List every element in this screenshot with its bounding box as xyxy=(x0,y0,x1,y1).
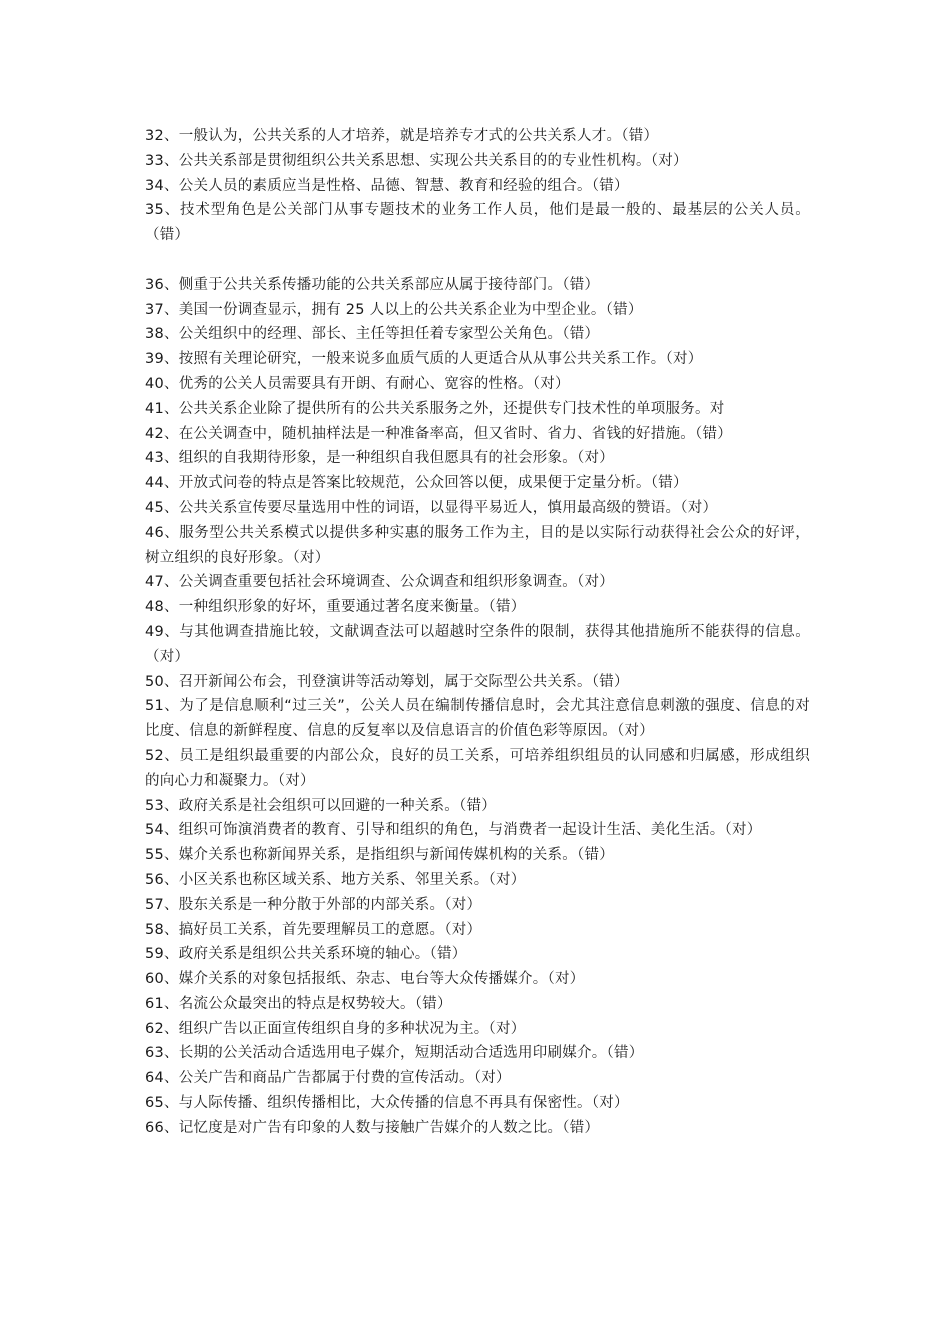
list-item: 39、按照有关理论研究，一般来说多血质气质的人更适合从从事公共关系工作。（对） xyxy=(145,351,703,368)
list-item: 48、一种组织形象的好坏，重要通过著名度来衡量。（错） xyxy=(145,599,526,616)
list-item: 40、优秀的公关人员需要具有开朗、有耐心、宽容的性格。（对） xyxy=(145,375,570,392)
list-item: 66、记忆度是对广告有印象的人数与接触广告媒介的人数之比。（错） xyxy=(145,1119,600,1136)
list-item: 44、开放式问卷的特点是答案比较规范，公众回答以便，成果便于定量分析。（错） xyxy=(145,475,688,492)
list-item: 36、侧重于公共关系传播功能的公共关系部应从属于接待部门。（错） xyxy=(145,276,600,293)
list-item: 64、公关广告和商品广告都属于付费的宣传活动。（对） xyxy=(145,1070,511,1087)
list-item: 56、小区关系也称区域关系、地方关系、邻里关系。（对） xyxy=(145,871,526,888)
list-item: 38、公关组织中的经理、部长、主任等担任着专家型公关角色。（错） xyxy=(145,326,600,343)
list-item: 52、员工是组织最重要的内部公众，良好的员工关系，可培养组织组员的认同感和归属感，形成组织的向心力和凝聚力。（对） xyxy=(145,747,810,789)
blank-line xyxy=(145,248,810,273)
list-item: 51、为了是信息顺利“过三关”，公关人员在编制传播信息时，会尤其注意信息刺激的强度、信息的对比度、信息的新鲜程度、信息的反复率以及信息语言的价值色彩等原因。（对） xyxy=(145,698,810,740)
list-item: 45、公共关系宣传要尽量选用中性的词语，以显得平易近人，慎用最高级的赞语。（对） xyxy=(145,499,718,516)
list-item: 49、与其他调查措施比较，文献调查法可以超越时空条件的限制，获得其他措施所不能获得的信息。（对） xyxy=(145,623,810,665)
list-item: 32、一般认为，公共关系的人才培养，就是培养专才式的公共关系人才。（错） xyxy=(145,128,659,144)
question-list xyxy=(145,124,810,1141)
list-item: 57、股东关系是一种分散于外部的内部关系。（对） xyxy=(145,896,482,913)
list-item: 43、组织的自我期待形象，是一种组织自我但愿具有的社会形象。（对） xyxy=(145,450,614,467)
list-item: 62、组织广告以正面宣传组织自身的多种状况为主。（对） xyxy=(145,1020,526,1037)
list-item: 65、与人际传播、组织传播相比，大众传播的信息不再具有保密性。（对） xyxy=(145,1095,629,1112)
list-item: 59、政府关系是组织公共关系环境的轴心。（错） xyxy=(145,946,467,963)
list-item: 54、组织可饰演消费者的教育、引导和组织的角色，与消费者一起设计生活、美化生活。（对） xyxy=(145,822,762,839)
list-item: 33、公共关系部是贯彻组织公共关系思想、实现公共关系目的的专业性机构。（对） xyxy=(145,152,688,169)
list-item: 61、名流公众最突出的特点是权势较大。（错） xyxy=(145,995,452,1012)
list-item: 35、技术型角色是公关部门从事专题技术的业务工作人员，他们是最一般的、最基层的公关人员。（错） xyxy=(145,202,810,244)
list-item: 50、召开新闻公布会，刊登演讲等活动筹划，属于交际型公共关系。（错） xyxy=(145,673,629,690)
list-item: 60、媒介关系的对象包括报纸、杂志、电台等大众传播媒介。（对） xyxy=(145,971,585,988)
list-item: 53、政府关系是社会组织可以回避的一种关系。（错） xyxy=(145,797,496,814)
list-item: 63、长期的公关活动合适选用电子媒介，短期活动合适选用印刷媒介。（错） xyxy=(145,1045,644,1062)
list-item: 46、服务型公共关系模式以提供多种实惠的服务工作为主，目的是以实际行动获得社会公众的好评，树立组织的良好形象。（对） xyxy=(145,524,810,566)
list-item: 37、美国一份调查显示，拥有 25 人以上的公共关系企业为中型企业。（错） xyxy=(145,301,643,318)
list-item: 58、搞好员工关系，首先要理解员工的意愿。（对） xyxy=(145,921,482,938)
list-item: 41、公共关系企业除了提供所有的公共关系服务之外，还提供专门技术性的单项服务。对 xyxy=(145,400,725,417)
list-item: 34、公关人员的素质应当是性格、品德、智慧、教育和经验的组合。（错） xyxy=(145,177,629,194)
list-item: 55、媒介关系也称新闻界关系，是指组织与新闻传媒机构的关系。（错） xyxy=(145,847,614,864)
list-item: 47、公关调查重要包括社会环境调查、公众调查和组织形象调查。（对） xyxy=(145,574,614,591)
list-item: 42、在公关调查中，随机抽样法是一种准备率高，但又省时、省力、省钱的好措施。（错） xyxy=(145,425,732,442)
